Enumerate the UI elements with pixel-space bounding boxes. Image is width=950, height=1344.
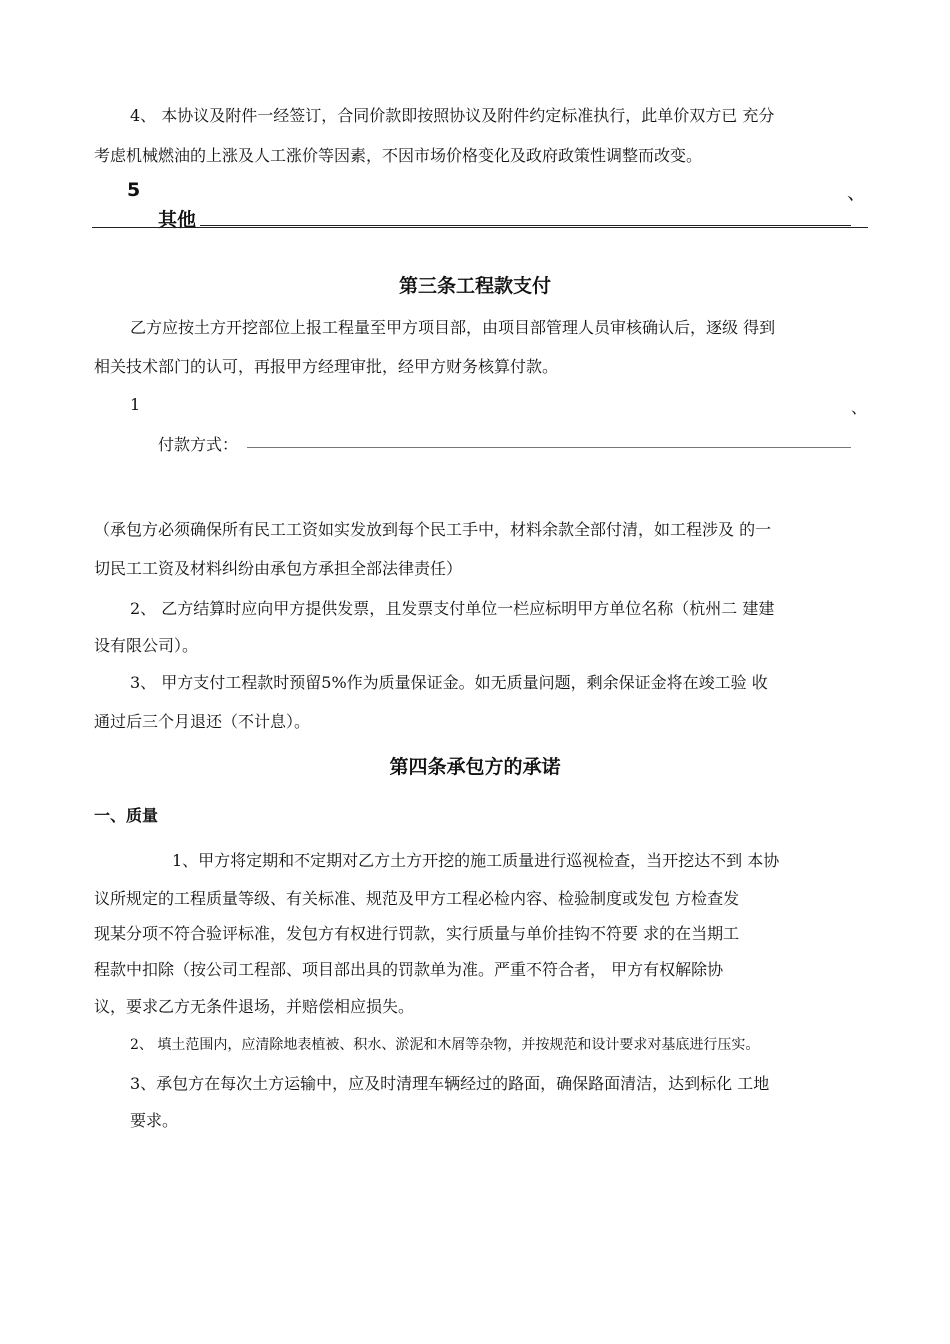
item5-blank-line [200, 225, 851, 226]
retention-item-line1: 3、 甲方支付工程款时预留5%作为质量保证金。如无质量问题，剩余保证金将在竣工验 收 [130, 673, 768, 692]
payment-method-blank [247, 447, 851, 448]
item4-line2: 考虑机械燃油的上涨及人工涨价等因素，不因市场价格变化及政府政策性调整而改变。 [94, 146, 703, 165]
quality-item1-line4: 程款中扣除（按公司工程部、项目部出具的罚款单为准。严重不符合者， 甲方有权解除协 [94, 960, 724, 979]
quality-item1-line1: 1、甲方将定期和不定期对乙方土方开挖的施工质量进行巡视检查，当开挖达不到 本协 [172, 851, 780, 870]
quality-item3-line1: 3、承包方在每次土方运输中，应及时清理车辆经过的路面，确保路面清洁，达到标化 工地 [130, 1074, 770, 1093]
quality-item1-line5: 议，要求乙方无条件退场，并赔偿相应损失。 [94, 997, 415, 1016]
quality-subheading: 一、质量 [94, 806, 159, 825]
wage-note-line1: （承包方必须确保所有民工工资如实发放到每个民工手中，材料余款全部付清，如工程涉及 的一 [94, 520, 772, 539]
quality-item2: 2、 填土范围内，应清除地表植被、积水、淤泥和木屑等杂物，并按规范和设计要求对基底进行压实。 [130, 1037, 760, 1053]
payment-method-label: 付款方式： [158, 435, 239, 454]
quality-item3-line2: 要求。 [130, 1111, 179, 1130]
item5-rule [92, 227, 868, 228]
item5-number: 5 [127, 179, 141, 201]
article3-title: 第三条工程款支付 [398, 275, 551, 297]
item5-separator: 、 [847, 182, 867, 204]
retention-item-line2: 通过后三个月退还（不计息）。 [94, 712, 311, 731]
article3-intro-line1: 乙方应按土方开挖部位上报工程量至甲方项目部，由项目部管理人员审核确认后，逐级 得到 [130, 318, 776, 337]
invoice-item-line2: 设有限公司）。 [94, 636, 199, 655]
item4-line1: 4、 本协议及附件一经签订，合同价款即按照协议及附件约定标准执行，此单价双方已 充分 [130, 106, 775, 125]
article3-intro-line2: 相关技术部门的认可，再报甲方经理审批，经甲方财务核算付款。 [94, 357, 559, 376]
invoice-item-line1: 2、 乙方结算时应向甲方提供发票，且发票支付单位一栏应标明甲方单位名称（杭州二 建建 [130, 599, 775, 618]
payment-item-separator: 、 [851, 398, 868, 417]
article4-title: 第四条承包方的承诺 [389, 756, 561, 778]
quality-item1-line2: 议所规定的工程质量等级、有关标准、规范及甲方工程必检内容、检验制度或发包 方检查发 [94, 889, 740, 908]
wage-note-line2: 切民工工资及材料纠纷由承包方承担全部法律责任） [94, 559, 463, 578]
payment-item-number: 1 [130, 395, 141, 414]
item5-label: 其他 [158, 209, 197, 231]
quality-item1-line3: 现某分项不符合验评标准，发包方有权进行罚款，实行质量与单价挂钩不符要 求的在当期工 [94, 924, 740, 943]
